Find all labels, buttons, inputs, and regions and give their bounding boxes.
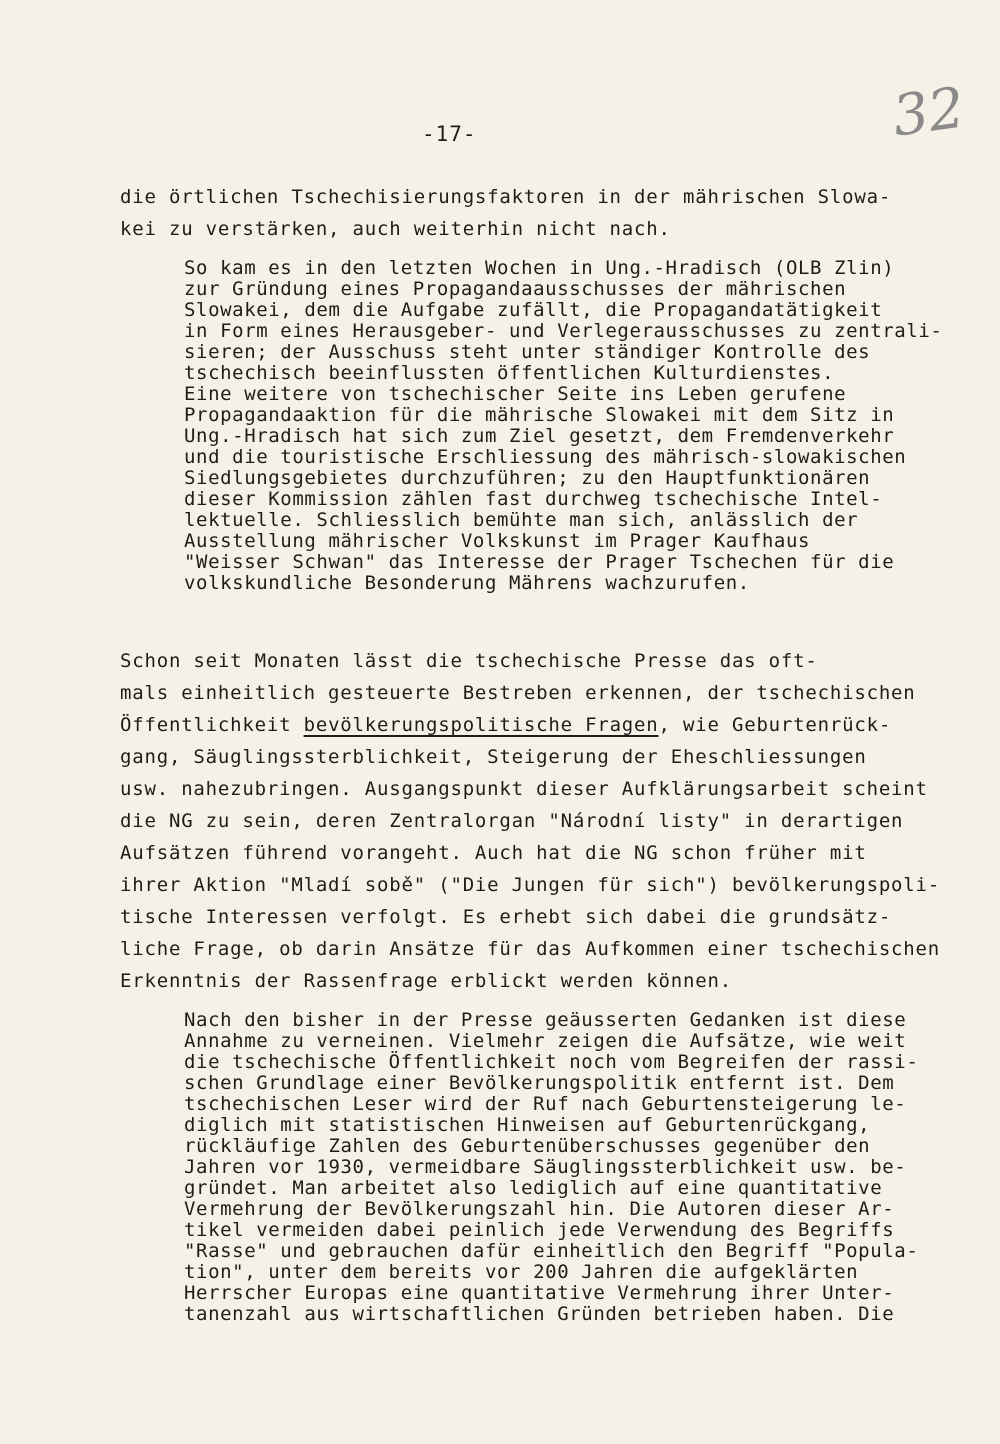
text-line: kei zu verstärken, auch weiterhin nicht nach. xyxy=(120,218,671,240)
text-line: Annahme zu verneinen. Vielmehr zeigen die Aufsätze, wie weit xyxy=(184,1030,907,1052)
text-line: "Weisser Schwan" das Interesse der Prager Tschechen für die xyxy=(184,551,895,573)
text-line: die NG zu sein, deren Zentralorgan "Národní listy" in derartigen xyxy=(120,810,904,832)
text-line: lektuelle. Schliesslich bemühte man sich, anlässlich der xyxy=(184,509,859,531)
underlined-phrase: bevölkerungspolitische Fragen xyxy=(303,714,659,736)
text-line: in Form eines Herausgeber- und Verlegerausschusses zu zentrali- xyxy=(184,320,943,342)
text-line: Herrscher Europas eine quantitative Vermehrung ihrer Unter- xyxy=(184,1282,895,1304)
archive-mark: 32 xyxy=(888,75,969,150)
page-number: -17- xyxy=(422,122,477,146)
text-line: diglich mit statistischen Hinweisen auf Geburtenrückgang, xyxy=(184,1114,871,1136)
text-line: Schon seit Monaten lässt die tschechische Presse das oft- xyxy=(120,650,818,672)
text-line: Aufsätzen führend vorangeht. Auch hat die NG schon früher mit xyxy=(120,842,867,864)
text-line: Slowakei, dem die Aufgabe zufällt, die Propagandatätigkeit xyxy=(184,299,883,321)
text-segment: Öffentlichkeit xyxy=(120,714,304,736)
text-line xyxy=(120,709,940,741)
text-line: Nach den bisher in der Presse geäusserten Gedanken ist diese xyxy=(184,1009,907,1031)
text-line: Ung.-Hradisch hat sich zum Ziel gesetzt, dem Fremdenverkehr xyxy=(184,425,895,447)
text-line: tschechisch beeinflussten öffentlichen Kulturdienstes. xyxy=(184,362,835,384)
text-line: die örtlichen Tschechisierungsfaktoren in der mährischen Slowa- xyxy=(120,186,892,208)
text-line: die tschechische Öffentlichkeit noch vom Begreifen der rassi- xyxy=(184,1051,919,1073)
text-line: Erkenntnis der Rassenfrage erblickt werden können. xyxy=(120,970,732,992)
text-line: tische Interessen verfolgt. Es erhebt sich dabei die grundsätz- xyxy=(120,906,892,928)
text-line: So kam es in den letzten Wochen in Ung.-Hradisch (OLB Zlin) xyxy=(184,257,895,279)
paragraph-population-policy xyxy=(120,645,940,997)
text-line: volkskundliche Besonderung Mährens wachzurufen. xyxy=(184,572,750,594)
text-line: Ausstellung mährischer Volkskunst im Prager Kaufhaus xyxy=(184,530,811,552)
paragraph-continuation xyxy=(120,181,891,245)
text-line: Jahren vor 1930, vermeidbare Säuglingssterblichkeit usw. be- xyxy=(184,1156,907,1178)
text-line: "Rasse" und gebrauchen dafür einheitlich den Begriff "Popula- xyxy=(184,1240,919,1262)
text-line: schen Grundlage einer Bevölkerungspolitik entfernt ist. Dem xyxy=(184,1072,895,1094)
text-line: tikel vermeiden dabei peinlich jede Verwendung des Begriffs xyxy=(184,1219,895,1241)
paragraph-press-analysis xyxy=(184,1010,918,1325)
text-line: zur Gründung eines Propagandaausschusses der mährischen xyxy=(184,278,847,300)
text-line: Propagandaaktion für die mährische Slowakei mit dem Sitz in xyxy=(184,404,895,426)
text-line: tanenzahl aus wirtschaftlichen Gründen betrieben haben. Die xyxy=(184,1303,895,1325)
text-line: und die touristische Erschliessung des mährisch-slowakischen xyxy=(184,446,907,468)
text-line: tion", unter dem bereits vor 200 Jahren die aufgeklärten xyxy=(184,1261,859,1283)
text-line: tschechischen Leser wird der Ruf nach Geburtensteigerung le- xyxy=(184,1093,907,1115)
text-line: ihrer Aktion "Mladí sobě" ("Die Jungen für sich") bevölkerungspoli- xyxy=(120,874,941,896)
text-line: sieren; der Ausschuss steht unter ständiger Kontrolle des xyxy=(184,341,871,363)
text-line: rückläufige Zahlen des Geburtenüberschusses gegenüber den xyxy=(184,1135,871,1157)
text-segment: , wie Geburtenrück- xyxy=(658,714,892,736)
text-line: gründet. Man arbeitet also lediglich auf eine quantitative xyxy=(184,1177,883,1199)
text-line: Vermehrung der Bevölkerungszahl hin. Die Autoren dieser Ar- xyxy=(184,1198,895,1220)
text-line: mals einheitlich gesteuerte Bestreben erkennen, der tschechischen xyxy=(120,682,916,704)
paragraph-propaganda-committee xyxy=(184,258,942,594)
text-line: Siedlungsgebietes durchzuführen; zu den Hauptfunktionären xyxy=(184,467,871,489)
text-line: Eine weitere von tschechischer Seite ins Leben gerufene xyxy=(184,383,847,405)
text-line: dieser Kommission zählen fast durchweg tschechische Intel- xyxy=(184,488,883,510)
text-line: liche Frage, ob darin Ansätze für das Aufkommen einer tschechischen xyxy=(120,938,941,960)
text-line: usw. nahezubringen. Ausgangspunkt dieser Aufklärungsarbeit scheint xyxy=(120,778,928,800)
text-line: gang, Säuglingssterblichkeit, Steigerung der Eheschliessungen xyxy=(120,746,867,768)
